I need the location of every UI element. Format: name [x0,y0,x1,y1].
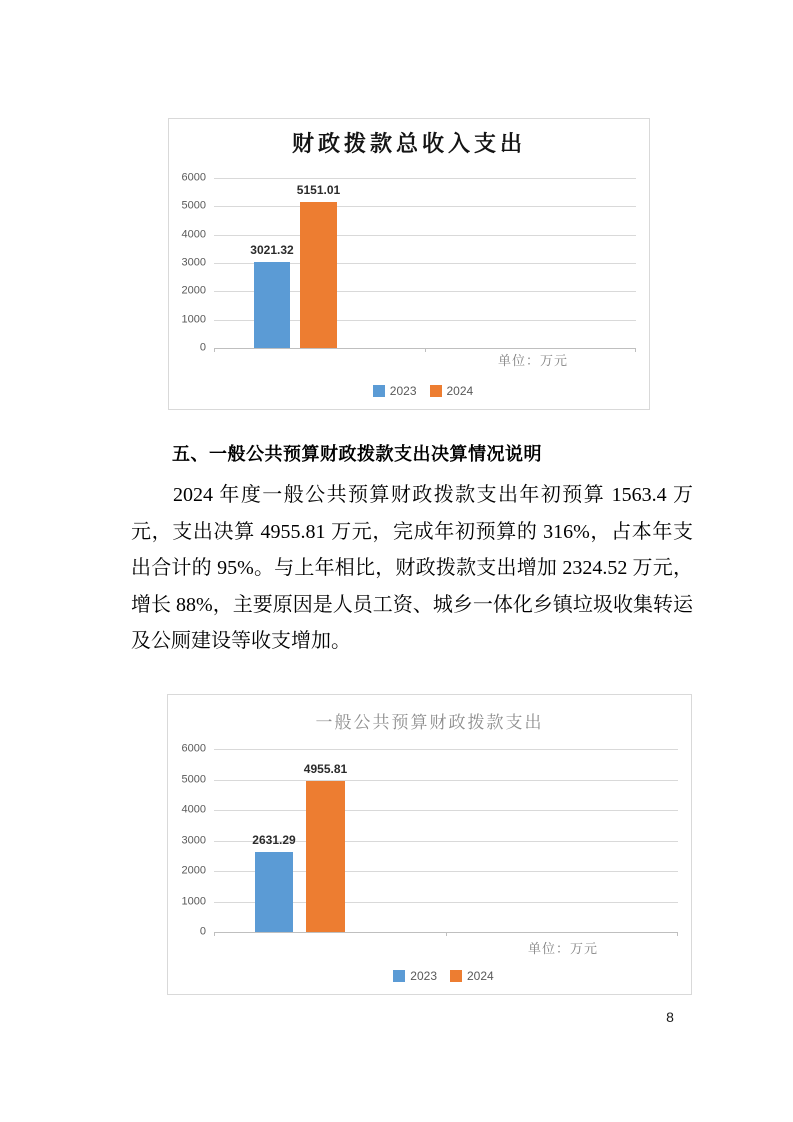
y-axis-tick-label: 5000 [181,773,206,785]
x-axis-tick [635,348,636,352]
unit-label: 单位：万元 [498,353,569,368]
y-axis-tick-label: 1000 [181,313,206,326]
bar-group-2024 [296,178,341,348]
chart-title: 财政拨款总收入支出 [291,131,526,156]
chart-general-public-budget-expenditure [167,694,692,995]
bar-2023 [255,852,293,932]
y-axis [168,742,206,938]
y-axis-tick-label: 6000 [181,171,206,184]
bar-2024 [306,781,345,932]
x-axis-tick [214,932,215,936]
legend-item-2023 [373,384,417,398]
y-axis [169,171,206,354]
legend-label-2023: 2023 [389,384,417,398]
bar-value-label: 4955.81 [303,761,348,776]
chart-legend [169,384,649,398]
y-axis-tick-label: 2000 [181,284,206,297]
legend-swatch-2023 [373,385,385,397]
legend-label-2023: 2023 [410,969,437,983]
x-axis-tick [446,932,447,936]
legend-swatch-2024 [430,385,442,397]
y-axis-tick-label: 1000 [181,895,206,907]
y-axis-tick-label: 0 [199,341,206,354]
chart-title: 一般公共预算财政拨款支出 [315,713,544,732]
x-axis-tick [214,348,215,352]
legend-label-2024: 2024 [446,384,474,398]
page-number: 8 [666,1009,674,1025]
section-heading: 五、一般公共预算财政拨款支出决算情况说明 [172,444,542,464]
legend-item-2023 [393,969,437,983]
plot-area [214,749,678,932]
legend-swatch-2023 [393,970,405,982]
x-axis-tick [677,932,678,936]
bar-group-2023 [252,749,296,932]
y-axis-tick-label: 3000 [181,834,206,846]
chart-total-fiscal-appropriation [168,118,650,410]
unit-label: 单位：万元 [528,941,599,956]
bar-2024 [300,202,337,348]
bar-group-2024 [303,749,348,932]
y-axis-tick-label: 4000 [181,803,206,816]
bar-value-label: 3021.32 [250,243,294,258]
bar-value-label: 2631.29 [252,832,296,847]
y-axis-tick-label: 6000 [181,742,206,755]
body-paragraph: 2024 年度一般公共预算财政拨款支出年初预算 1563.4 万元，支出决算 4955.81 万元，完成年初预算的 316%，占本年支出合计的 95%。与上年相比，财政拨款支出增加 2324.52 万元，增长 88%，主要原因是人员工资、城乡一体化乡镇垃圾收集转运及公厕建设等收支增加。 [131,484,693,652]
legend-item-2024 [430,384,474,398]
plot-area [214,178,636,348]
legend-swatch-2024 [450,970,462,982]
y-axis-tick-label: 4000 [181,228,206,241]
bar-2023 [254,262,290,348]
y-axis-tick-label: 2000 [181,864,206,877]
legend-item-2024 [450,969,494,983]
legend-label-2024: 2024 [467,969,494,983]
bar-value-label: 5151.01 [296,183,341,198]
bar-group-2023 [250,178,294,348]
chart-legend [168,969,691,983]
y-axis-tick-label: 5000 [181,199,206,212]
y-axis-tick-label: 3000 [181,256,206,269]
y-axis-tick-label: 0 [199,925,206,938]
x-axis-tick [425,348,426,352]
